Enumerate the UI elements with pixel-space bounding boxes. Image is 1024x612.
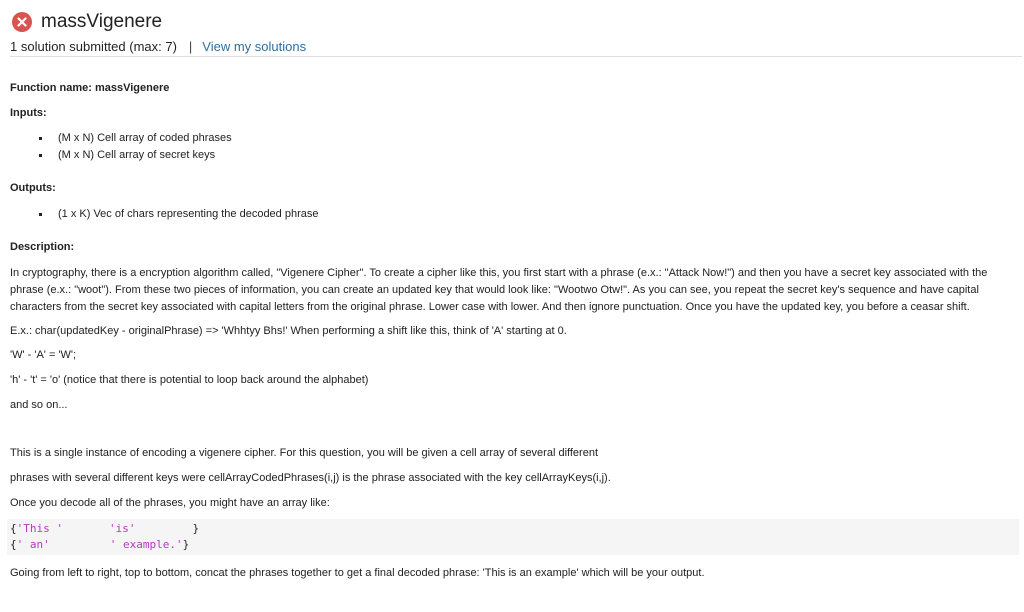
- inputs-list: [10, 130, 1014, 164]
- instance-line-1: This is a single instance of encoding a vigenere cipher. For this question, you will be given a cell array of several different: [10, 447, 599, 459]
- separator: |: [188, 38, 193, 54]
- example-step-1: 'W' - 'A' = 'W';: [10, 349, 77, 361]
- divider: [10, 56, 1022, 57]
- problem-description: [10, 80, 1014, 582]
- example-step-3: and so on...: [10, 399, 68, 411]
- code-string: ' an': [16, 538, 50, 551]
- description-label: Description:: [10, 241, 75, 253]
- example-line: E.x.: char(updatedKey - originalPhrase) => 'Whhtyy Bhs!' When performing a shift like this, think of 'A' starting at 0.: [10, 325, 567, 337]
- function-name-value: massVigenere: [94, 82, 170, 94]
- code-block: [7, 519, 1019, 555]
- example-step-2: 'h' - 't' = 'o' (notice that there is potential to loop back around the alphabet): [10, 374, 369, 386]
- submission-count: 1 solution submitted (max: 7): [10, 38, 177, 54]
- code-row-2: {' an' ' example.'}: [10, 538, 190, 551]
- close-circle-icon: [12, 12, 32, 32]
- problem-header: [10, 10, 1014, 56]
- title-row: [10, 10, 1014, 34]
- list-item: (M x N) Cell array of coded phrases: [58, 130, 1014, 147]
- instance-line-2: phrases with several different keys were cellArrayCodedPhrases(i,j) is the phrase associated with the key cellArrayKeys(i,j).: [10, 472, 611, 484]
- code-string: 'is': [108, 522, 136, 535]
- list-item: (M x N) Cell array of secret keys: [58, 147, 1014, 164]
- code-string: 'This ': [16, 522, 63, 535]
- instance-line-3: Once you decode all of the phrases, you might have an array like:: [10, 497, 330, 509]
- code-row-1: {'This ' 'is' }: [10, 522, 200, 535]
- inputs-label: Inputs:: [10, 107, 47, 119]
- page-title: massVigenere: [41, 11, 163, 32]
- description-paragraph: In cryptography, there is a encryption algorithm called, "Vigenere Cipher". To create a cipher like this, you first start with a phrase (e.x.: "Attack Now!") and then you have a secret key associated with the phrase (e.x.: "woot"). From these two pieces of information, you can create an updated key that would look like: "Wootwo Otw!". As you can see, you repeat the secret key's sequence and have capital characters from the secret key associated with capital letters from the original phrase. Lower case with lower. And then ignore punctuation. Once you have the updated key, you before a ceasar shift.: [10, 267, 988, 313]
- submission-info: [10, 36, 1014, 56]
- list-item: (1 x K) Vec of chars representing the decoded phrase: [58, 206, 1014, 223]
- code-string: ' example.': [109, 538, 183, 551]
- function-name-label: Function name:: [10, 82, 92, 94]
- view-solutions-link[interactable]: View my solutions: [202, 38, 307, 54]
- outputs-list: [10, 206, 1014, 223]
- outputs-label: Outputs:: [10, 182, 56, 194]
- function-name-line: [10, 80, 1014, 97]
- final-line: Going from left to right, top to bottom, concat the phrases together to get a final decoded phrase: 'This is an example' which will be your output.: [10, 567, 705, 579]
